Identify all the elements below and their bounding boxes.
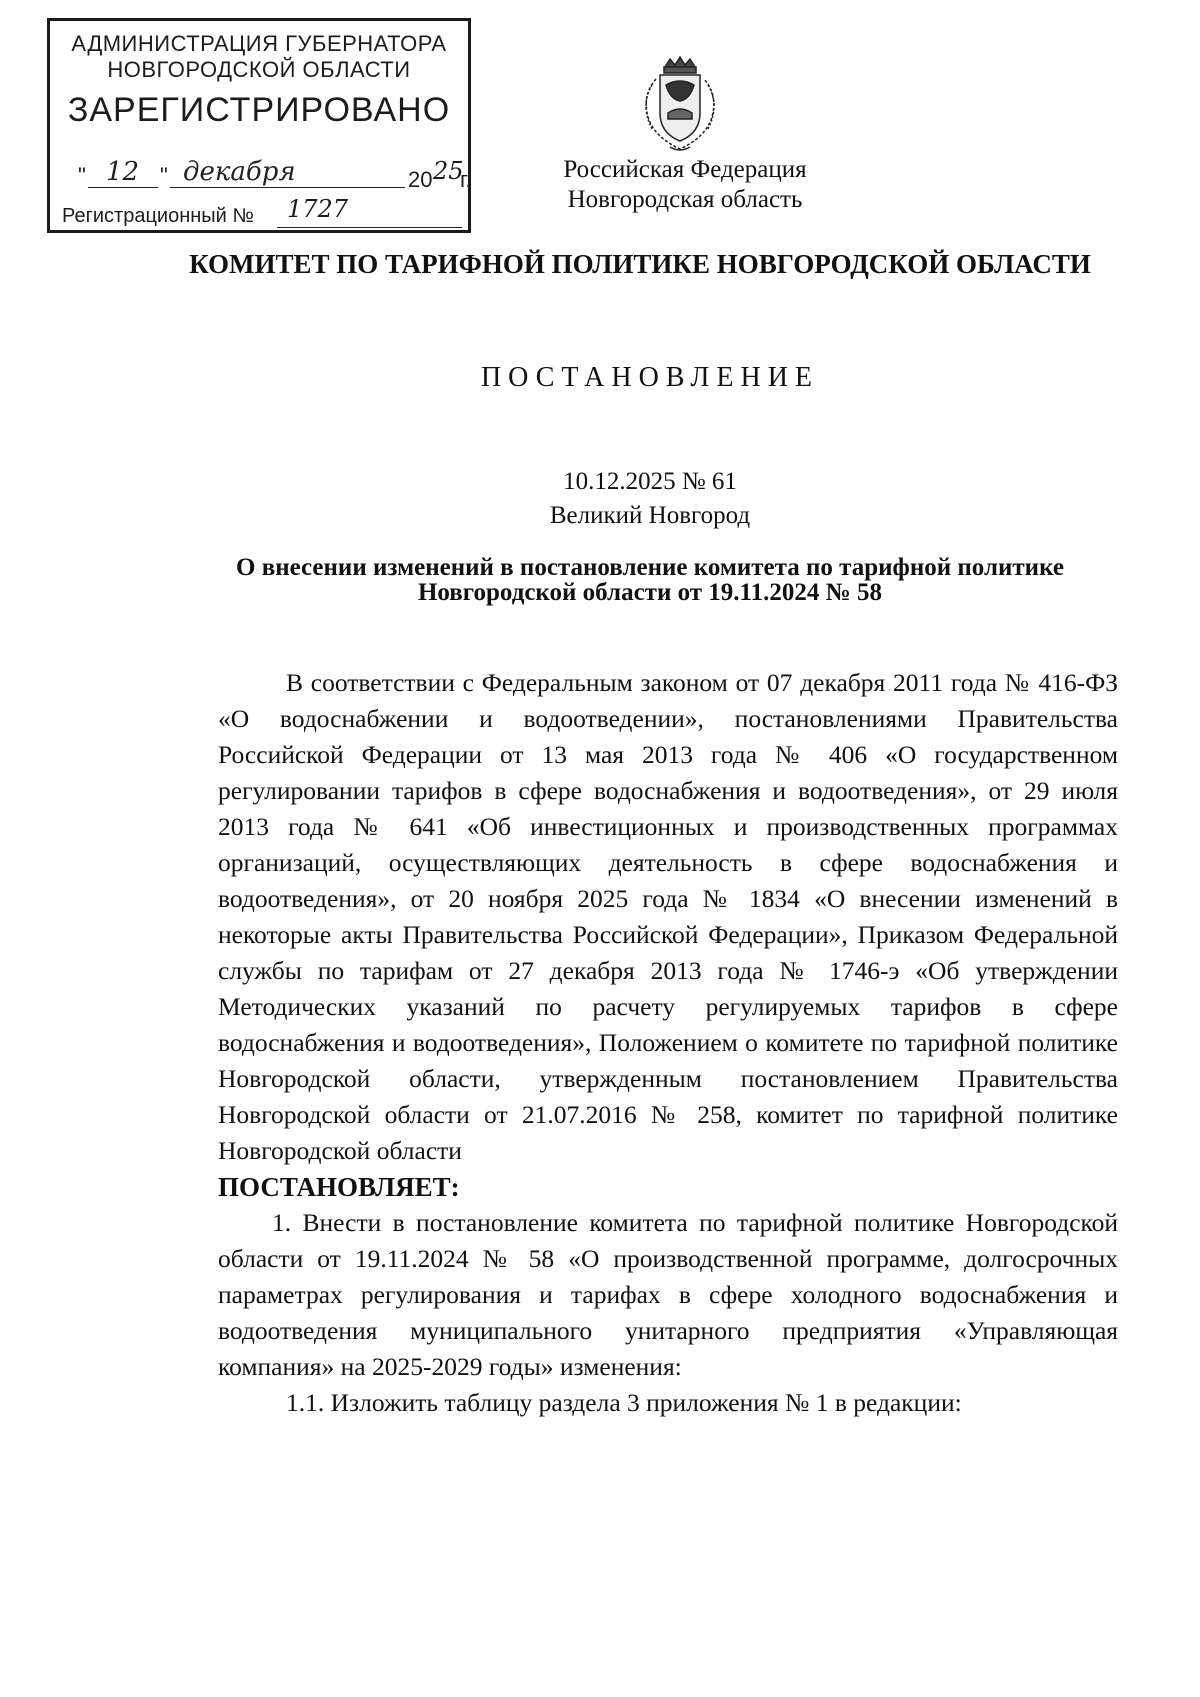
- stamp-date-row: [78, 157, 472, 197]
- stamp-year-handwritten: 25: [433, 157, 464, 185]
- committee-title: КОМИТЕТ ПО ТАРИФНОЙ ПОЛИТИКЕ НОВГОРОДСКОЙ ОБЛАСТИ: [189, 249, 1091, 279]
- date-place-block: [400, 465, 900, 533]
- stamp-authority-line1: АДМИНИСТРАЦИЯ ГУБЕРНАТОРА: [71, 31, 447, 56]
- item-1-paragraph: 1. Внести в постановление комитета по тарифной политике Новгородской области от 19.11.2024 № 58 «О производственной программе, долгосрочных параметрах регулирования и тарифах в сфере холодного водоснабжения и водоотведения муниципального унитарного предприятия «Управляющая компания» на 2025-2029 годы» изменения:: [218, 1208, 1118, 1381]
- resolves-heading: ПОСТАНОВЛЯЕТ:: [218, 1172, 460, 1202]
- stamp-authority-line2: НОВГОРОДСКОЙ ОБЛАСТИ: [107, 57, 411, 82]
- preamble-paragraph: В соответствии с Федеральным законом от 07 декабря 2011 года № 416-ФЗ «О водоснабжении и водоотведении», постановлениями Правительства Российской Федерации от 13 мая 2013 года № 406 «О государственном регулировании тарифов в сфере водоснабжения и водоотведения», от 29 июля 2013 года № 641 «Об инвестиционных и производственных программах организаций, осуществляющих деятельность в сфере водоснабжения и водоотведения», от 20 ноября 2025 года № 1834 «О внесении изменений в некоторые акты Правительства Российской Федерации», Приказом Федеральной службы по тарифам от 27 декабря 2013 года № 1746-э «Об утверждении Методических указаний по расчету регулируемых тарифов в сфере водоснабжения и водоотведения», Положением о комитете по тарифной политике Новгородской области, утвержденным постановлением Правительства Новгородской области от 21.07.2016 № 258, комитет по тарифной политике Новгородской области: [218, 668, 1118, 1165]
- stamp-day-underline: [88, 187, 158, 188]
- registration-stamp: [47, 18, 471, 233]
- item-1-1-paragraph: 1.1. Изложить таблицу раздела 3 приложения № 1 в редакции:: [286, 1388, 962, 1417]
- document-city: Великий Новгород: [549, 502, 751, 529]
- stamp-month-underline: [170, 187, 405, 188]
- document-date-number: 10.12.2025 № 61: [563, 468, 737, 495]
- header-federation: [540, 155, 830, 215]
- stamp-number-row: [62, 195, 462, 231]
- stamp-year-prefix: 20: [408, 167, 433, 192]
- stamp-quote-open: ": [78, 163, 86, 188]
- stamp-number: 1727: [287, 195, 349, 223]
- coat-of-arms-icon: [630, 55, 730, 155]
- stamp-registered: ЗАРЕГИСТРИРОВАНО: [67, 91, 451, 129]
- document-type: ПОСТАНОВЛЕНИЕ: [480, 362, 820, 393]
- document-subject: О внесении изменений в постановление комитета по тарифной политике Новгородской области от 19.11.2024 № 58: [236, 554, 1064, 606]
- stamp-day: 12: [106, 157, 140, 187]
- stamp-month: декабря: [183, 157, 296, 187]
- stamp-quote-close: ": [160, 163, 168, 188]
- document-body: [218, 665, 1118, 1421]
- country-name: Российская Федерация: [563, 156, 807, 183]
- region-name: Новгородская область: [567, 186, 803, 213]
- stamp-year-suffix: г.: [460, 167, 472, 192]
- stamp-number-underline: [277, 227, 462, 228]
- stamp-number-label: Регистрационный №: [62, 205, 254, 227]
